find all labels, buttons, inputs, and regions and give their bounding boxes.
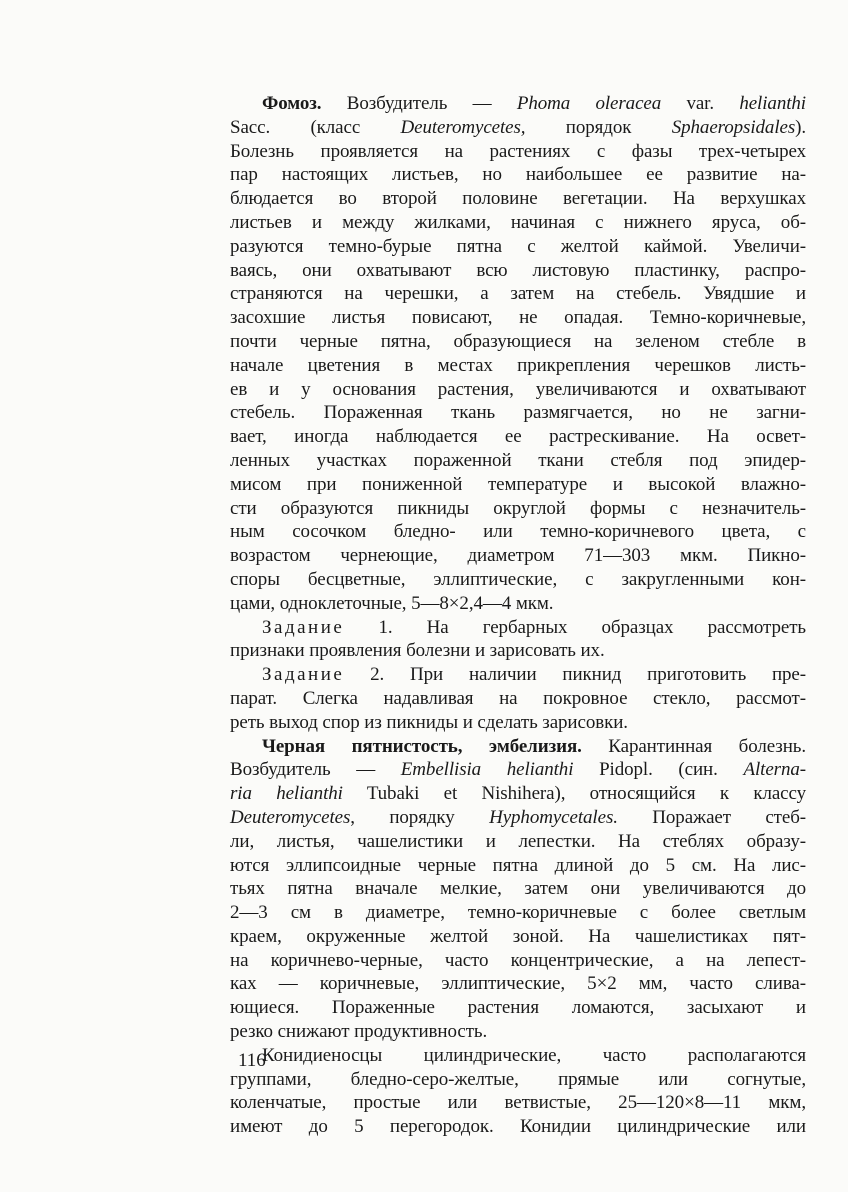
page-number: 116 xyxy=(238,1050,266,1071)
text-run: разуются темно-бурые пятна с желтой каймой. Увеличи- xyxy=(230,235,806,257)
text-run: парат. Слегка надавливая на покровное стекло, рассмот- xyxy=(230,687,806,709)
text-run: ющиеся. Пораженные растения ломаются, засыхают и xyxy=(230,997,806,1019)
text-run: Карантинная болезнь. xyxy=(581,735,806,757)
bold-heading: Фомоз. xyxy=(262,93,322,114)
text-line xyxy=(230,354,806,378)
text-run: сти образуются пикниды округлой формы с незначитель- xyxy=(230,497,806,519)
text-run: Болезнь проявляется на растениях с фазы трех-четырех xyxy=(230,140,806,162)
text-run: ). xyxy=(795,116,807,138)
italic-term: Phoma oleracea xyxy=(516,93,662,114)
text-line xyxy=(230,972,806,996)
text-run: мисом при пониженной температуре и высокой влажно- xyxy=(230,473,806,495)
text-line xyxy=(230,282,806,306)
text-run: Возбудитель — xyxy=(230,759,401,781)
text-run: , порядку xyxy=(350,806,490,828)
text-run: страняются на черешки, а затем на стебель. Увядшие и xyxy=(230,283,806,305)
italic-term: ria helianthi xyxy=(230,783,343,805)
text-run: возрастом чернеющие, диаметром 71—303 мкм. Пикно- xyxy=(230,545,806,567)
text-run: вает, иногда наблюдается ее растрескивание. На освет- xyxy=(230,426,806,448)
text-run: 2. При наличии пикнид приготовить пре- xyxy=(344,664,806,686)
text-line xyxy=(230,1115,806,1139)
bold-heading: Черная пятнистость, эмбелизия. xyxy=(262,735,582,757)
text-line xyxy=(230,758,806,782)
text-run: Поражает стеб- xyxy=(617,806,806,828)
text-line xyxy=(230,378,806,402)
text-run: признаки проявления болезни и зарисовать их. xyxy=(230,640,605,662)
text-line xyxy=(230,259,806,283)
text-run: 1. На гербарных образцах рассмотреть xyxy=(344,616,806,638)
text-line xyxy=(230,92,806,116)
text-run: ках — коричневые, эллиптические, 5×2 мм, часто слива- xyxy=(230,973,806,995)
text-run: коленчатые, простые или ветвистые, 25—120×8—11 мкм, xyxy=(230,1092,806,1114)
text-line xyxy=(230,616,806,640)
text-line xyxy=(230,830,806,854)
spaced-label: Задание xyxy=(262,616,345,638)
text-run: Возбудитель — xyxy=(321,93,517,114)
text-line xyxy=(230,663,806,687)
text-run: ваясь, они охватывают всю листовую пластинку, распро- xyxy=(230,259,806,281)
italic-term: Deuteromycetes, xyxy=(400,116,526,138)
text-run: тьях пятна вначале мелкие, затем они увеличиваются до xyxy=(230,878,806,900)
text-line xyxy=(230,1091,806,1115)
text-line xyxy=(230,949,806,973)
text-line xyxy=(230,639,806,663)
text-run: почти черные пятна, образующиеся на зеленом стебле в xyxy=(230,330,806,352)
text-run: ются эллипсоидные черные пятна длиной до 5 см. На лис- xyxy=(230,854,806,876)
text-line xyxy=(230,782,806,806)
italic-term: Hyphomycetales. xyxy=(489,806,618,828)
text-line xyxy=(230,1044,806,1068)
text-line xyxy=(230,806,806,830)
text-line xyxy=(230,449,806,473)
text-run: краем, окруженные желтой зоной. На чашелистиках пят- xyxy=(230,925,806,947)
text-line xyxy=(230,401,806,425)
text-run: ев и у основания растения, увеличиваются и охватывают xyxy=(230,378,806,400)
text-line xyxy=(230,187,806,211)
text-run: 2—3 см в диаметре, темно-коричневые с более светлым xyxy=(230,902,806,924)
italic-term: Deuteromycetes xyxy=(230,806,351,828)
text-run: имеют до 5 перегородок. Конидии цилиндрические или xyxy=(230,1116,806,1138)
text-run: начале цветения в местах прикрепления черешков листь- xyxy=(230,354,806,376)
text-run: Конидиеносцы цилиндрические, часто располагаются xyxy=(262,1044,806,1066)
text-line xyxy=(230,544,806,568)
text-line xyxy=(230,211,806,235)
italic-term: Alternа- xyxy=(743,759,806,781)
text-run: ным сосочком бледно- или темно-коричневого цвета, с xyxy=(230,521,806,543)
text-run: ли, листья, чашелистики и лепестки. На стеблях образу- xyxy=(230,830,806,852)
italic-term: Sphaeropsidales xyxy=(671,116,796,138)
text-run: группами, бледно-серо-желтые, прямые или согнутые, xyxy=(230,1068,806,1090)
text-line xyxy=(230,497,806,521)
text-column xyxy=(230,92,806,1139)
text-line xyxy=(230,330,806,354)
text-run: Pidopl. (син. xyxy=(573,759,744,781)
text-line xyxy=(230,306,806,330)
text-run: на коричнево-черные, часто концентрические, а на лепест- xyxy=(230,949,806,971)
text-line xyxy=(230,735,806,759)
text-run: стебель. Пораженная ткань размягчается, но не загни- xyxy=(230,402,806,424)
text-line xyxy=(230,854,806,878)
text-line xyxy=(230,473,806,497)
text-line xyxy=(230,520,806,544)
text-line xyxy=(230,235,806,259)
text-line xyxy=(230,116,806,140)
text-line xyxy=(230,925,806,949)
text-line xyxy=(230,901,806,925)
text-line xyxy=(230,1068,806,1092)
text-run: порядок xyxy=(525,116,672,138)
text-run: цами, одноклеточные, 5—8×2,4—4 мкм. xyxy=(230,592,554,614)
text-line xyxy=(230,996,806,1020)
text-line xyxy=(230,592,806,616)
text-line xyxy=(230,140,806,164)
text-run: резко снижают продуктивность. xyxy=(230,1021,488,1043)
text-run: ленных участках пораженной ткани стебля под эпидер- xyxy=(230,449,806,471)
text-run: Tubaki et Nishihera), относящийся к классу xyxy=(342,783,806,805)
text-run: блюдается во второй половине вегетации. На верхушках xyxy=(230,188,806,210)
text-line xyxy=(230,568,806,592)
text-run: Sacc. (класс xyxy=(230,116,401,138)
text-line xyxy=(230,163,806,187)
text-run: листьев и между жилками, начиная с нижнего яруса, об- xyxy=(230,211,806,233)
text-run: реть выход спор из пикниды и сделать зарисовки. xyxy=(230,711,628,733)
text-line xyxy=(230,711,806,735)
text-line xyxy=(230,1020,806,1044)
text-run: var. xyxy=(661,93,740,114)
italic-term: helianthi xyxy=(739,93,806,114)
text-run: засохшие листья повисают, не опадая. Темно-коричневые, xyxy=(230,307,806,329)
text-run: споры бесцветные, эллиптические, с закругленными кон- xyxy=(230,568,806,590)
text-run: пар настоящих листьев, но наибольшее ее развитие на- xyxy=(230,164,806,186)
text-line xyxy=(230,425,806,449)
spaced-label: Задание xyxy=(262,664,345,686)
italic-term: Embellisia helianthi xyxy=(400,759,574,781)
text-line xyxy=(230,687,806,711)
text-line xyxy=(230,877,806,901)
